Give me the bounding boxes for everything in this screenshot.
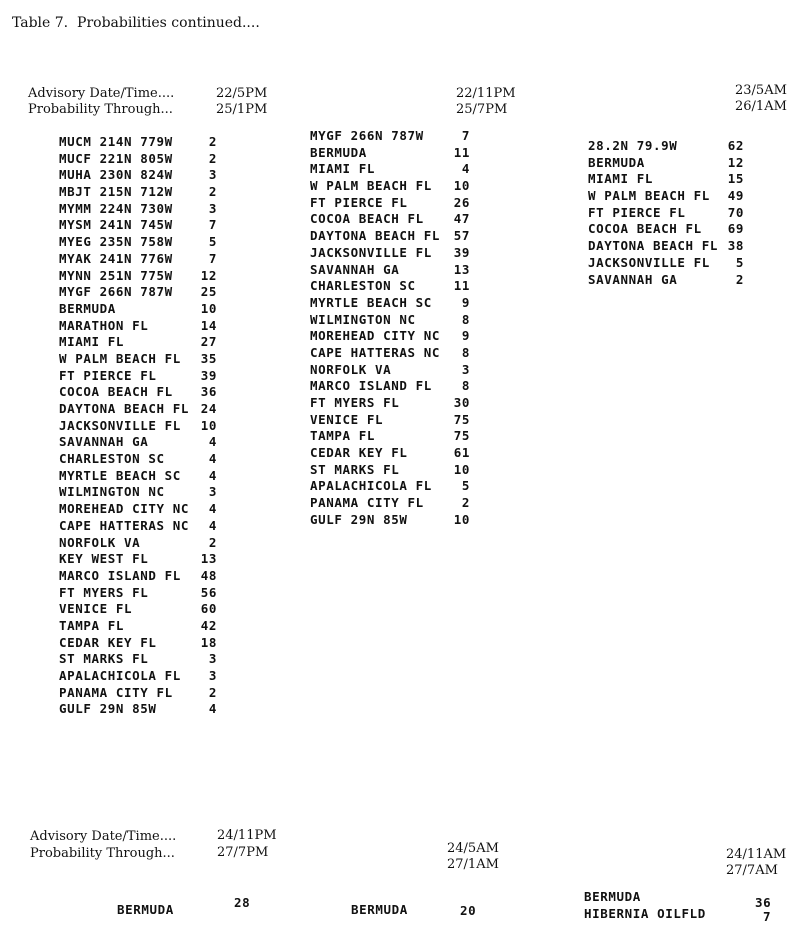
probability-value: 2	[208, 684, 217, 700]
location-name: MYSM 241N 745W	[59, 217, 173, 233]
col2-probability-through: 25/7PM	[456, 102, 508, 117]
location-name: WILMINGTON NC	[59, 484, 165, 500]
location-name: BERMUDA	[59, 300, 116, 316]
probability-through-label: Probability Through...	[28, 102, 173, 117]
location-name: W PALM BEACH FL	[310, 178, 432, 194]
probability-value: 4	[461, 161, 470, 177]
probability-value: 18	[200, 634, 217, 650]
location-name: WILMINGTON NC	[310, 311, 416, 327]
location-name: CEDAR KEY FL	[59, 634, 157, 650]
location-name: MYAK 241N 776W	[59, 250, 173, 266]
probability-value: 7	[208, 217, 217, 233]
probability-value: 2	[735, 271, 744, 287]
probability-value: 70	[727, 204, 744, 220]
probability-value: 27	[200, 334, 217, 350]
location-name: APALACHICOLA FL	[59, 668, 181, 683]
location-name: MYGF 266N 787W	[310, 128, 424, 143]
advisory-date-label: Advisory Date/Time....	[28, 86, 175, 101]
probability-value: 75	[453, 411, 470, 427]
location-name: MYRTLE BEACH SC	[310, 294, 432, 310]
location-name: MYGF 266N 787W	[59, 284, 173, 300]
location-name: COCOA BEACH FL	[59, 384, 173, 400]
location-name: CAPE HATTERAS NC	[59, 517, 190, 533]
location-name: CHARLESTON SC	[59, 451, 165, 467]
location-name: PANAMA CITY FL	[59, 684, 173, 700]
probability-value: 14	[200, 317, 217, 333]
location-name: W PALM BEACH FL	[588, 188, 710, 204]
probability-value: 2	[461, 495, 470, 511]
probability-value: 4	[208, 467, 217, 483]
bottom-col3-advisory-date: 24/11AM	[726, 847, 787, 862]
location-name: TAMPA FL	[310, 428, 376, 444]
location-name: MYNN 251N 775W	[59, 267, 173, 283]
bottom-col3-probability-through: 27/7AM	[726, 863, 778, 878]
col1-probability-through: 25/1PM	[216, 102, 268, 117]
probability-value: 8	[461, 311, 470, 327]
probability-value: 9	[461, 294, 470, 310]
location-name: MARCO ISLAND FL	[310, 378, 432, 394]
location-name: BERMUDA	[588, 154, 645, 170]
bottom-advisory-date-label: Advisory Date/Time....	[30, 829, 177, 844]
location-name: NORFOLK VA	[59, 534, 141, 550]
probability-value: 10	[200, 417, 217, 433]
bottom-col1-location: BERMUDA	[117, 902, 174, 917]
probability-value: 4	[208, 517, 217, 533]
probability-value: 3	[208, 651, 217, 667]
bottom-probability-through-label: Probability Through...	[30, 846, 175, 861]
location-name: JACKSONVILLE FL	[310, 244, 432, 260]
probability-value: 2	[208, 534, 217, 550]
location-name: MYMM 224N 730W	[59, 200, 173, 216]
location-name: MIAMI FL	[310, 161, 376, 177]
probability-value: 3	[208, 668, 217, 683]
probability-value: 8	[461, 378, 470, 394]
col1-advisory-date: 22/5PM	[216, 86, 268, 101]
probability-value: 38	[727, 238, 744, 254]
probability-value: 11	[453, 278, 470, 294]
bottom-col2-location: BERMUDA	[351, 902, 408, 917]
location-name: KEY WEST FL	[59, 551, 149, 567]
location-name: FT MYERS FL	[310, 395, 400, 410]
location-name: MOREHEAD CITY NC	[310, 328, 441, 344]
location-name: FT PIERCE FL	[59, 367, 157, 383]
probability-value: 10	[453, 461, 470, 477]
probability-value: 5	[735, 254, 744, 270]
bottom-col2-probability-through: 27/1AM	[447, 857, 499, 872]
location-name: CEDAR KEY FL	[310, 445, 408, 461]
bottom-col3-probability-1: 36	[755, 895, 772, 910]
location-name: GULF 29N 85W	[310, 511, 408, 527]
probability-value: 13	[453, 261, 470, 277]
location-name: MIAMI FL	[588, 171, 654, 187]
location-name: JACKSONVILLE FL	[59, 417, 181, 433]
location-name: MYEG 235N 758W	[59, 234, 173, 250]
probability-value: 5	[208, 234, 217, 250]
location-name: FT PIERCE FL	[588, 204, 686, 220]
location-name: TAMPA FL	[59, 617, 125, 633]
location-name: VENICE FL	[310, 411, 384, 427]
probability-value: 39	[200, 367, 217, 383]
location-name: FT PIERCE FL	[310, 194, 408, 210]
bottom-col2-probability: 20	[460, 903, 477, 918]
location-name: COCOA BEACH FL	[588, 221, 702, 237]
probability-value: 9	[461, 328, 470, 344]
location-name: FT MYERS FL	[59, 584, 149, 600]
location-name: CHARLESTON SC	[310, 278, 416, 294]
location-name: DAYTONA BEACH FL	[59, 401, 190, 416]
page-title: Table 7. Probabilities continued....	[12, 15, 260, 31]
location-name: SAVANNAH GA	[310, 261, 400, 277]
location-name: ST MARKS FL	[59, 651, 149, 667]
probability-value: 3	[461, 361, 470, 377]
location-name: MARATHON FL	[59, 317, 149, 333]
probability-value: 4	[208, 434, 217, 450]
probability-value: 11	[453, 144, 470, 160]
probability-value: 42	[200, 617, 217, 633]
probability-value: 57	[453, 228, 470, 244]
location-name: CAPE HATTERAS NC	[310, 344, 441, 360]
probability-value: 10	[200, 300, 217, 316]
location-name: PANAMA CITY FL	[310, 495, 424, 511]
probability-value: 12	[200, 267, 217, 283]
probability-value: 7	[461, 128, 470, 143]
probability-value: 3	[208, 200, 217, 216]
probability-value: 26	[453, 194, 470, 210]
probability-value: 25	[200, 284, 217, 300]
probability-value: 36	[200, 384, 217, 400]
probability-value: 56	[200, 584, 217, 600]
col3-advisory-date: 23/5AM	[735, 83, 787, 98]
probability-value: 5	[461, 478, 470, 494]
bottom-col2-advisory-date: 24/5AM	[447, 841, 499, 856]
location-name: COCOA BEACH FL	[310, 211, 424, 227]
location-name: MUCF 221N 805W	[59, 150, 173, 166]
probability-value: 61	[453, 445, 470, 461]
location-name: W PALM BEACH FL	[59, 350, 181, 366]
location-name: APALACHICOLA FL	[310, 478, 432, 494]
location-name: SAVANNAH GA	[59, 434, 149, 450]
bottom-col3-location-1: BERMUDA	[584, 889, 641, 904]
probability-value: 30	[453, 395, 470, 410]
probability-value: 35	[200, 350, 217, 366]
probability-value: 8	[461, 344, 470, 360]
bottom-col1-probability: 28	[234, 895, 251, 910]
probability-value: 47	[453, 211, 470, 227]
probability-value: 75	[453, 428, 470, 444]
location-name: MUCM 214N 779W	[59, 134, 173, 149]
probability-value: 10	[453, 178, 470, 194]
bottom-col1-probability-through: 27/7PM	[217, 845, 269, 860]
location-name: ST MARKS FL	[310, 461, 400, 477]
probability-value: 7	[208, 250, 217, 266]
probability-value: 3	[208, 167, 217, 183]
probability-value: 69	[727, 221, 744, 237]
location-name: DAYTONA BEACH FL	[588, 238, 719, 254]
probability-value: 60	[200, 601, 217, 617]
probability-value: 3	[208, 484, 217, 500]
bottom-col3-probability-2: 7	[763, 909, 772, 924]
probability-value: 48	[200, 567, 217, 583]
location-name: DAYTONA BEACH FL	[310, 228, 441, 244]
location-name: MBJT 215N 712W	[59, 184, 173, 200]
probability-value: 49	[727, 188, 744, 204]
probability-value: 4	[208, 701, 217, 717]
location-name: MARCO ISLAND FL	[59, 567, 181, 583]
location-name: MIAMI FL	[59, 334, 125, 350]
probability-value: 24	[200, 401, 217, 416]
probability-value: 2	[208, 150, 217, 166]
bottom-col3-location-2: HIBERNIA OILFLD	[584, 906, 706, 921]
probability-value: 4	[208, 501, 217, 517]
bottom-col1-advisory-date: 24/11PM	[217, 828, 277, 843]
location-name: BERMUDA	[310, 144, 367, 160]
probability-value: 39	[453, 244, 470, 260]
location-name: MOREHEAD CITY NC	[59, 501, 190, 517]
location-name: NORFOLK VA	[310, 361, 392, 377]
col3-probability-through: 26/1AM	[735, 99, 787, 114]
probability-value: 2	[208, 184, 217, 200]
probability-value: 62	[727, 138, 744, 153]
location-name: GULF 29N 85W	[59, 701, 157, 717]
location-name: 28.2N 79.9W	[588, 138, 678, 153]
probability-value: 13	[200, 551, 217, 567]
probability-value: 12	[727, 154, 744, 170]
location-name: MUHA 230N 824W	[59, 167, 173, 183]
col2-advisory-date: 22/11PM	[456, 86, 516, 101]
probability-value: 15	[727, 171, 744, 187]
probability-value: 4	[208, 451, 217, 467]
location-name: MYRTLE BEACH SC	[59, 467, 181, 483]
location-name: VENICE FL	[59, 601, 133, 617]
probability-value: 10	[453, 511, 470, 527]
probability-value: 2	[208, 134, 217, 149]
location-name: SAVANNAH GA	[588, 271, 678, 287]
location-name: JACKSONVILLE FL	[588, 254, 710, 270]
